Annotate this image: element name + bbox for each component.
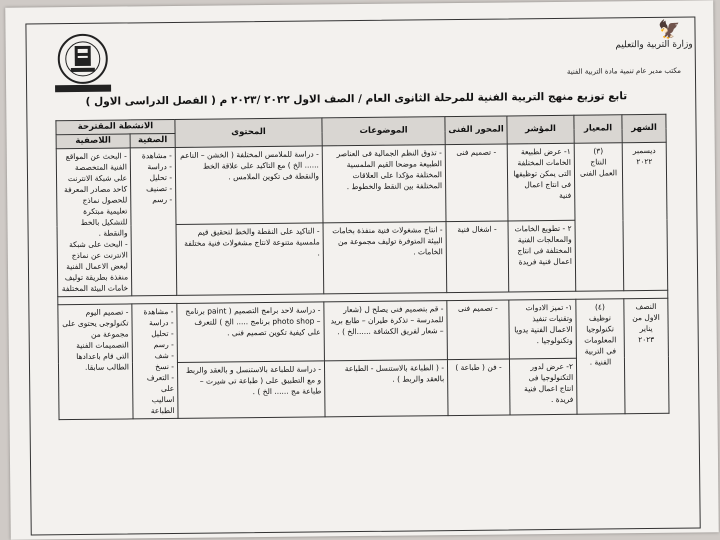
- header-indicator: المؤشر: [507, 115, 574, 144]
- page-title: تابع توزيع منهج التربية الفنية للمرحلة الثانوى العام / الصف الاول ٢٠٢٢ /٢٠٢٣ م ( الفصل الدراسى الاول ): [85, 90, 628, 108]
- logo-seal-icon: [44, 32, 121, 95]
- eagle-icon: 🦅: [658, 19, 681, 41]
- extra-class-cell: - البحث عن المواقع الفنية المتخصصة على شبكة الانترنت كاحد مصادر المعرفة للحصول نماذج تعليمية مبتكرة للتشكيل بالخط والنقطة . - البحث على شبكة الانترنت عن نماذج لبعض الاعمال الفنية منفذة بطريقة توليف خامات البيئة المختلفة: [56, 148, 132, 297]
- header-in-class: الصفية: [130, 133, 175, 147]
- indicator-cell: ١- تميز الادوات وتقنيات تنفيذ الاعمال الفنية يدويا وتكنولوجيا .: [509, 299, 577, 358]
- content-cell: - التاكيد على النقطة والخط لتحقيق قيم ملمسية متنوعة لانتاج مشغولات فنية مختلفة .: [176, 223, 324, 295]
- document-sheet: [5, 0, 719, 539]
- month-cell: ديسمبر ٢٠٢٢: [622, 142, 668, 290]
- indicator-cell: ٢- عرض لدور التكنولوجيا فى انتاج اعمال فنية فريدة .: [509, 358, 577, 415]
- in-class-cell: - مشاهدة - دراسة - تحليل - رسم - شف - نسخ - التعرف على اساليب الطباعة: [132, 303, 178, 418]
- topic-cell: - انتاج مشغولات فنية منفذة بخامات البيئة المتوفرة توليف مجموعة من الخامات .: [323, 222, 447, 294]
- month-cell: النصف الاول من يناير ٢٠٢٣: [624, 298, 669, 413]
- art-education-logo: [44, 32, 121, 95]
- table-row: [56, 142, 667, 226]
- header-content: المحتوى: [175, 118, 322, 148]
- page-frame: [25, 16, 700, 535]
- extra-class-cell: - تصميم اليوم تكنولوجى يحتوى على مجموعة من التصميمات الفنية التى قام باعدادها الطالب سابقا.: [58, 304, 133, 420]
- table-row: [58, 298, 669, 363]
- header-standard: المعيار: [574, 115, 622, 144]
- content-cell: - دراسة لاحد برامج التصميم ( paint برنامج – photo shop برنامج ..... الخ ) للتعرف على كيفية تكوين تصميم فنى .: [177, 302, 325, 362]
- standard-cell: (٤) توظيف تكنولوجيا المعلومات فى التربية الفنية .: [576, 299, 625, 414]
- topic-cell: - قم بتصميم فنى يصلح ل (شعار للمدرسة – تذكرة طيران – طابع بريد – شعار لفريق الكشافة ......الخ ) .: [324, 301, 448, 361]
- curriculum-table: [55, 114, 669, 420]
- header-topics: الموضوعات: [322, 117, 445, 146]
- office-name: مكتب مدير عام تنمية مادة التربية الفنية: [566, 66, 681, 76]
- content-cell: - دراسة للملامس المختلفة ( الخشن – الناعم ...... الخ ) مع التاكيد على علاقة الخط والنقطة فى تكوين الملامس .: [175, 146, 323, 225]
- indicator-cell: ١- عرض لطبيعة الخامات المختلفة التى يمكن توظيفها فى انتاج اعمال فنية: [507, 143, 575, 221]
- ministry-name: وزارة التربية والتعليم: [615, 39, 693, 51]
- topic-cell: - ( الطباعة بالاستنسل - الطباعة بالعقد والربط ) .: [324, 359, 448, 417]
- header-activities: الانشطة المقترحة: [56, 119, 175, 134]
- header-extra-class: اللاصفية: [56, 134, 130, 149]
- axis-cell: - فن ( طباعة ): [447, 358, 510, 415]
- header-month: الشهر: [622, 114, 666, 142]
- in-class-cell: - مشاهدة - دراسة - تحليل - تصنيف - رسم: [130, 147, 177, 295]
- axis-cell: - تصميم فنى: [447, 300, 510, 359]
- topic-cell: - تذوق النظم الجمالية فى العناصر الطبيعة موضحا القيم الملمسية المختلفة مؤكدا على العلاقات المختلفة بين النقط والخطوط .: [322, 145, 446, 224]
- content-cell: - دراسة للطباعة بالاستنسل و بالعقد والربط و مع التطبيق على ( طباعة تى شيرت – طباعة مج ...... الخ ) .: [177, 360, 325, 418]
- header-axis: المحور الفنى: [445, 116, 507, 145]
- indicator-cell: ٢ - تطويع الخامات والمعالجات الفنية المختلفة فى انتاج اعمال فنية فريدة: [508, 221, 576, 292]
- standard-cell: (٣) النتاج العمل الفنى: [574, 143, 624, 291]
- axis-cell: - اشغال فنية: [446, 221, 509, 292]
- axis-cell: - تصميم فنى: [445, 144, 508, 222]
